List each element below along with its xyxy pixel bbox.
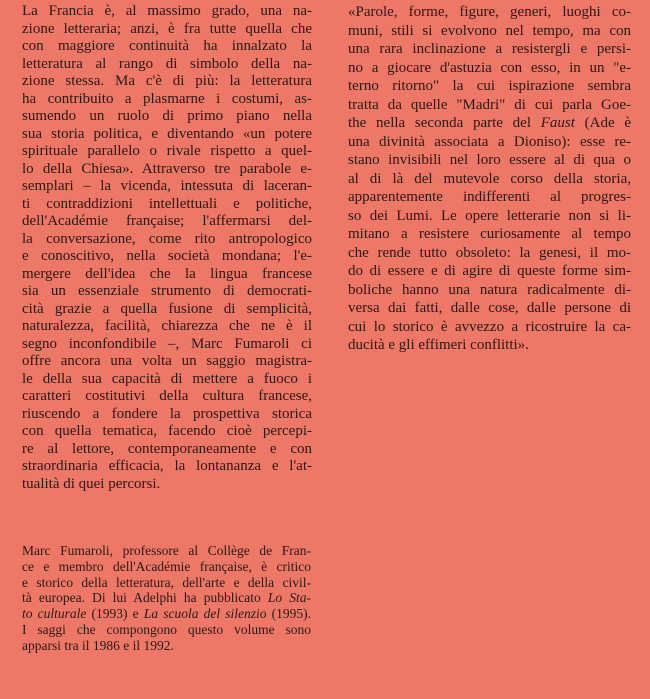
description-line: zione stessa. Ma c'è di più: la letteratura	[22, 73, 312, 89]
text-segment: una divinità associata a Dioniso): esse re-	[348, 133, 631, 150]
description-line: offre ancora una volta un saggio magistra-	[22, 353, 312, 369]
quote-line	[348, 133, 631, 152]
quote-line	[348, 207, 631, 226]
description-line: naturalezza, facilità, chiarezza che ne è il	[22, 318, 312, 334]
text-segment: apparentemente indifferenti al progres-	[348, 189, 631, 205]
description-line: zione letteraria; anzi, è fra tutte quella che	[22, 20, 312, 37]
text-segment: (Ade è	[574, 115, 631, 131]
description-line: letteratura al rango di simbolo della na-	[22, 55, 312, 72]
text-segment: «Parole, forme, figure, generi, luoghi co-	[348, 4, 631, 20]
description-line: straordinaria efficacia, la lontananza e l'at-	[22, 458, 312, 474]
text-segment: una rara inclinazione a resistergli e persi-	[348, 41, 631, 57]
text-segment: ducità e gli effimeri conflitti».	[348, 337, 529, 353]
description-line: semplari – la vicenda, intessuta di laceran-	[22, 178, 312, 194]
bio-line	[22, 622, 311, 638]
text-segment: the nella seconda parte del	[348, 115, 541, 131]
description-line: cità grazie a quella fusione di semplicità,	[22, 300, 312, 317]
quote-line	[348, 318, 631, 337]
quote-line	[348, 336, 631, 355]
description-line: sia un essenziale strumento di democrati-	[22, 283, 312, 299]
description-line: re al lettore, contemporaneamente e con	[22, 440, 312, 457]
text-segment: so dei Lumi. Le opere letterarie non si li-	[348, 207, 631, 224]
text-segment: no a giocare d'astuzia con esso, in un "e-	[348, 59, 631, 76]
text-segment: terno ritorno" la cui ispirazione sembra	[348, 78, 631, 94]
description-line: caratteri costitutivi della cultura francese,	[22, 388, 312, 404]
quote-right-column	[348, 3, 631, 355]
text-segment: (1993) e	[86, 606, 144, 622]
description-line: la conversazione, come rito antropologico	[22, 230, 312, 247]
quote-line	[348, 77, 631, 96]
text-segment: apparsi tra il 1986 e il 1992.	[22, 637, 174, 653]
description-line: La Francia è, al massimo grado, una na-	[22, 3, 312, 19]
quote-line	[348, 299, 631, 318]
text-segment: (1995).	[266, 606, 312, 622]
bio-line	[22, 575, 311, 591]
description-line: tualità di quei percorsi.	[22, 475, 161, 492]
quote-line	[348, 3, 631, 22]
quote-line	[348, 22, 631, 41]
description-line: mergere dell'idea che la lingua francese	[22, 265, 312, 282]
text-segment: al di là del mutevole corso della storia,	[348, 170, 631, 187]
text-segment: tratta da quelle "Madri" di cui parla Goe-	[348, 96, 631, 113]
description-left-column	[22, 3, 312, 493]
italic-title: to culturale	[22, 606, 87, 622]
description-line: spirituale parallelo o rivale rispetto a quel-	[22, 143, 312, 159]
bio-line	[22, 606, 311, 622]
description-line: con maggiore continuità ha innalzato la	[22, 38, 312, 54]
text-segment: boliche hanno una natura radicalmente di-	[348, 281, 631, 298]
quote-line	[348, 151, 631, 170]
bio-line	[22, 638, 311, 654]
text-segment: do di essere e di agire di queste forme sim-	[348, 263, 631, 279]
description-line: con quella tematica, facendo cioè percepi-	[22, 423, 312, 439]
italic-title: Faust	[540, 115, 575, 131]
quote-line	[348, 225, 631, 244]
quote-line	[348, 96, 631, 115]
text-segment: mitano a resistere curiosamente al tempo	[348, 226, 631, 242]
quote-line	[348, 114, 631, 133]
quote-line	[348, 59, 631, 78]
quote-line	[348, 188, 631, 207]
description-line: le della sua capacità di mettere a fuoco i	[22, 370, 312, 387]
quote-line	[348, 244, 631, 263]
description-line: lo della Chiesa». Attraverso tre parabole e-	[22, 160, 312, 177]
author-bio	[22, 543, 311, 654]
text-segment: versa dai fatti, dalle cose, dalle persone di	[348, 300, 631, 316]
text-segment: che rende tutto obsoleto: la genesi, il mo-	[348, 244, 631, 261]
text-segment: stano invisibili nel loro essere al di qua o	[348, 152, 631, 168]
description-line: ti contraddizioni intellettuali e politiche,	[22, 195, 312, 212]
text-segment: Marc Fumaroli, professore al Collège de Fran-	[22, 543, 311, 558]
description-line: dell'Académie française; l'affermarsi del-	[22, 213, 312, 229]
description-line: riuscendo a fondere la prospettiva storica	[22, 405, 312, 422]
description-line: segno inconfondibile –, Marc Fumaroli ci	[22, 335, 312, 352]
text-segment: ce e membro dell'Académie française, è critico	[22, 558, 311, 574]
bio-line	[22, 543, 311, 559]
italic-title: Lo Sta-	[267, 590, 311, 606]
bio-line	[22, 559, 311, 575]
description-line: ha contribuito a plasmarne i costumi, as-	[22, 90, 312, 107]
text-segment: cui lo storico è avvezzo a ricostruire la ca-	[348, 318, 631, 335]
text-segment: muni, stili si evolvono nel tempo, ma con	[348, 22, 631, 39]
quote-line	[348, 40, 631, 59]
description-line: e conoscitivo, nella società mondana; l'e-	[22, 248, 312, 264]
text-segment: tà europea. Di lui Adelphi ha pubblicato	[22, 590, 268, 606]
quote-line	[348, 170, 631, 189]
bio-line	[22, 590, 311, 606]
text-segment: I saggi che compongono questo volume sono	[22, 621, 311, 637]
quote-line	[348, 262, 631, 281]
quote-line	[348, 281, 631, 300]
description-line: sumendo un ruolo di primo piano nella	[22, 108, 312, 124]
text-segment: e storico della letteratura, dell'arte e della civil-	[22, 574, 311, 590]
description-line: sua storia politica, e diventando «un potere	[22, 125, 312, 142]
italic-title: La scuola del silenzio	[143, 606, 267, 622]
